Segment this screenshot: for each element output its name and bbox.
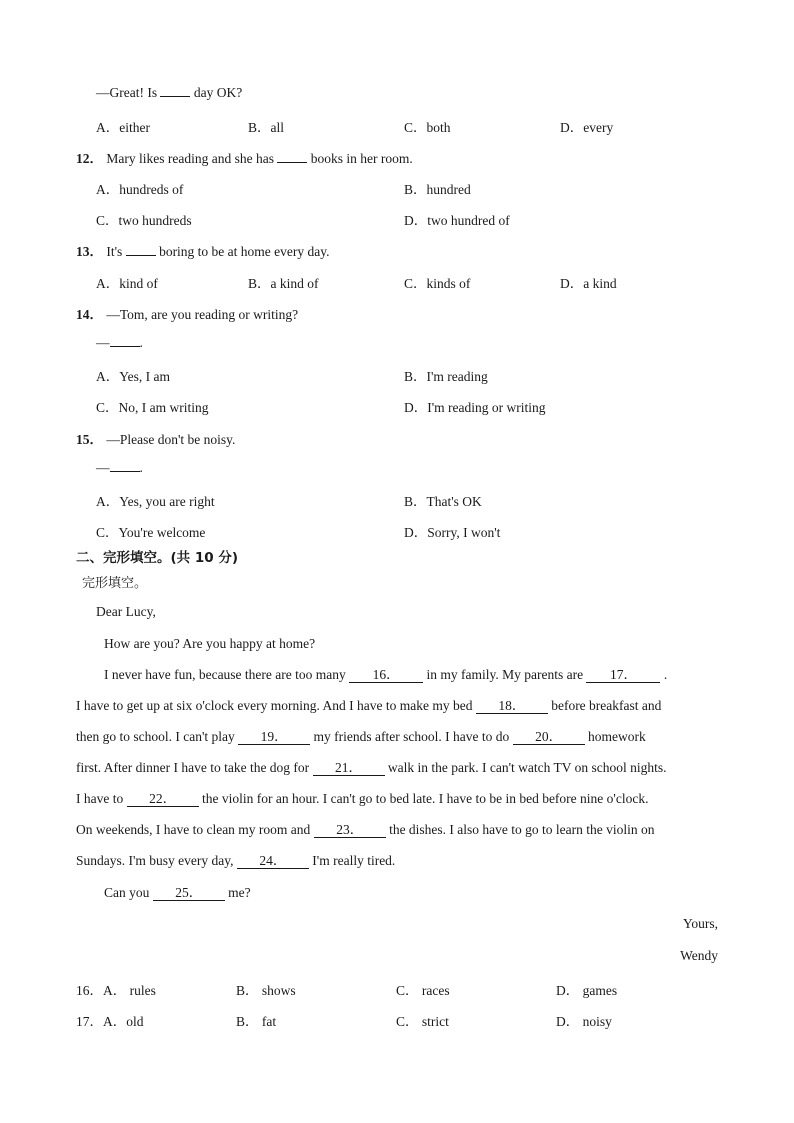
letter-text: first. After dinner I have to take the dog for — [76, 760, 313, 775]
question-number: 14． — [76, 307, 103, 322]
cloze-blank-23[interactable]: 23． — [314, 823, 386, 838]
letter-line — [104, 667, 667, 683]
option-c[interactable]: C．both — [404, 120, 451, 135]
letter-text: before breakfast and — [547, 698, 662, 713]
stem-text: —Great! Is — [96, 85, 161, 100]
option-a[interactable]: A．Yes, I am — [96, 369, 171, 384]
option-d[interactable]: D．every — [560, 120, 614, 135]
option-b[interactable]: B．a kind of — [248, 276, 319, 291]
option-c[interactable]: C． races — [396, 983, 450, 998]
option-a[interactable]: A．either — [96, 120, 150, 135]
answer-blank[interactable] — [110, 334, 140, 347]
question-13-stem — [76, 240, 330, 260]
option-b[interactable]: B．hundred — [404, 182, 471, 197]
option-d[interactable]: D．a kind — [560, 276, 617, 291]
question-11-stem — [96, 84, 242, 101]
stem-text: day OK? — [190, 85, 243, 100]
option-c[interactable]: C．two hundreds — [96, 213, 192, 228]
question-14-stem — [76, 303, 298, 323]
letter-text: Can you — [104, 885, 153, 900]
option-d[interactable]: D． noisy — [556, 1014, 612, 1029]
question-number: 13． — [76, 244, 103, 259]
letter-text: I'm really tired. — [308, 853, 396, 868]
question-14-reply — [96, 334, 143, 351]
cloze-blank-16[interactable]: 16． — [349, 668, 423, 683]
letter-text: in my family. My parents are — [423, 667, 587, 682]
option-c[interactable]: C． strict — [396, 1014, 449, 1029]
cloze-blank-19[interactable]: 19． — [238, 730, 310, 745]
letter-line — [76, 853, 721, 869]
letter-line — [76, 698, 721, 714]
option-d[interactable]: D．two hundred of — [404, 213, 510, 228]
stem-text: Mary likes reading and she has — [106, 151, 278, 166]
cloze-blank-17[interactable]: 17． — [586, 668, 660, 683]
answer-blank[interactable] — [126, 243, 156, 256]
letter-text: On weekends, I have to clean my room and — [76, 822, 314, 837]
option-b[interactable]: B．I'm reading — [404, 369, 488, 384]
option-a[interactable]: A．Yes, you are right — [96, 494, 215, 509]
stem-text: —Please don't be noisy. — [106, 432, 236, 447]
cloze-blank-18[interactable]: 18． — [476, 699, 548, 714]
letter-line — [104, 885, 251, 901]
letter-text: the violin for an hour. I can't go to bed late. I have to be in bed before nine o'clock. — [198, 791, 649, 806]
stem-text: books in her room. — [307, 151, 413, 166]
letter-line — [76, 822, 721, 838]
letter-text: me? — [224, 885, 251, 900]
stem-text: boring to be at home every day. — [155, 244, 330, 259]
option-a[interactable]: A．kind of — [96, 276, 158, 291]
answer-blank[interactable] — [160, 84, 190, 97]
option-a[interactable]: A．hundreds of — [96, 182, 184, 197]
letter-text: my friends after school. I have to do — [310, 729, 513, 744]
letter-text: I never have fun, because there are too many — [104, 667, 350, 682]
reply-dash: — — [96, 460, 110, 475]
letter-line: How are you? Are you happy at home? — [104, 636, 316, 651]
option-d[interactable]: D．Sorry, I won't — [404, 525, 501, 540]
letter-line — [76, 760, 721, 776]
question-15-stem — [76, 428, 235, 448]
option-a[interactable]: 17．A．old — [76, 1014, 144, 1029]
cloze-blank-22[interactable]: 22． — [127, 792, 199, 807]
letter-closing: Yours, — [682, 916, 718, 931]
option-b[interactable]: B． fat — [236, 1014, 277, 1029]
section-heading: 二、完形填空。(共 10 分) — [76, 550, 239, 566]
cloze-blank-24[interactable]: 24． — [237, 854, 309, 869]
option-d[interactable]: D．I'm reading or writing — [404, 400, 546, 415]
reply-period: . — [139, 460, 143, 475]
letter-line — [76, 791, 721, 807]
option-c[interactable]: C．No, I am writing — [96, 400, 209, 415]
option-b[interactable]: B．That's OK — [404, 494, 482, 509]
question-12-stem — [76, 147, 413, 167]
letter-text: walk in the park. I can't watch TV on school nights. — [384, 760, 667, 775]
question-number: 15． — [76, 432, 103, 447]
letter-signature: Wendy — [680, 948, 718, 963]
letter-text: . — [660, 667, 668, 682]
answer-blank[interactable] — [277, 150, 307, 163]
stem-text: It's — [106, 244, 126, 259]
section-instruction: 完形填空。 — [82, 576, 148, 591]
option-d[interactable]: D． games — [556, 983, 618, 998]
letter-text: I have to — [76, 791, 127, 806]
option-a[interactable]: 16．A． rules — [76, 983, 156, 998]
cloze-blank-25[interactable]: 25． — [153, 886, 225, 901]
cloze-blank-20[interactable]: 20． — [513, 730, 585, 745]
question-15-reply — [96, 459, 143, 476]
letter-text: then go to school. I can't play — [76, 729, 239, 744]
option-c[interactable]: C．kinds of — [404, 276, 471, 291]
reply-period: . — [139, 335, 143, 350]
reply-dash: — — [96, 335, 110, 350]
option-b[interactable]: B． shows — [236, 983, 296, 998]
option-c[interactable]: C．You're welcome — [96, 525, 206, 540]
answer-blank[interactable] — [110, 459, 140, 472]
letter-text: I have to get up at six o'clock every morning. And I have to make my bed — [76, 698, 476, 713]
stem-text: —Tom, are you reading or writing? — [106, 307, 299, 322]
option-b[interactable]: B．all — [248, 120, 284, 135]
letter-text: the dishes. I also have to go to learn the violin on — [385, 822, 655, 837]
question-number: 12． — [76, 151, 103, 166]
cloze-blank-21[interactable]: 21． — [313, 761, 385, 776]
letter-line — [76, 729, 721, 745]
letter-text: Sundays. I'm busy every day, — [76, 853, 237, 868]
letter-text: homework — [584, 729, 646, 744]
letter-salutation: Dear Lucy, — [96, 604, 156, 619]
